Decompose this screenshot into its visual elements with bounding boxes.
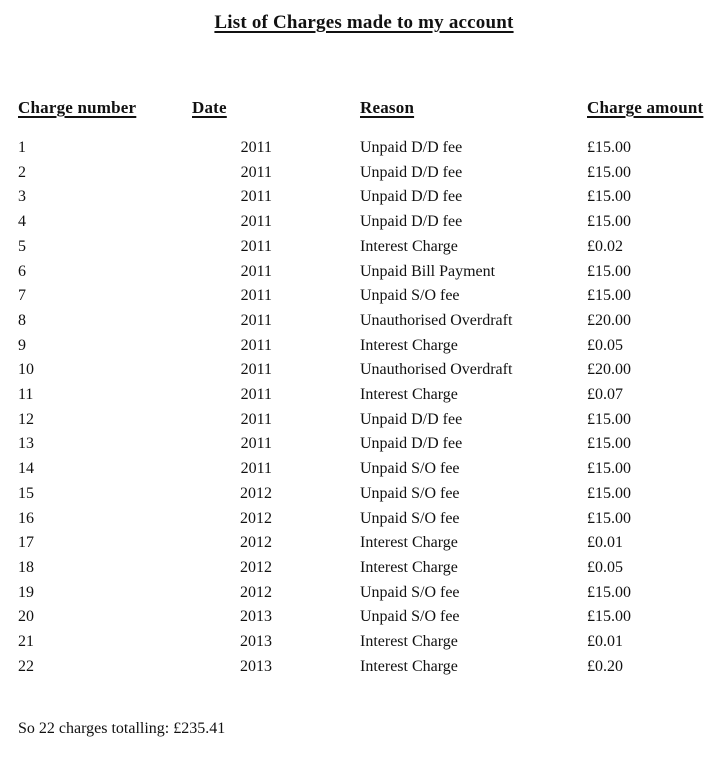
- table-row: [0, 556, 728, 581]
- table-header-row: [0, 97, 728, 119]
- cell-charge-amount: £15.00: [587, 139, 631, 156]
- cell-reason: Interest Charge: [360, 657, 458, 675]
- cell-charge-amount: £15.00: [587, 262, 631, 280]
- cell-charge-amount: £0.07: [587, 386, 623, 404]
- cell-charge-number: 8: [18, 311, 26, 329]
- table-row: [0, 383, 728, 408]
- charges-table: [0, 97, 728, 679]
- cell-reason: Unpaid D/D fee: [360, 213, 463, 231]
- table-row: [0, 161, 728, 186]
- cell-charge-number: 20: [18, 608, 34, 626]
- cell-charge-amount: £15.00: [587, 287, 631, 305]
- cell-reason: Unpaid D/D fee: [360, 139, 463, 156]
- table-row: [0, 235, 728, 260]
- cell-charge-number: 19: [18, 583, 34, 601]
- cell-charge-number: 6: [18, 262, 26, 280]
- cell-reason: Interest Charge: [360, 633, 458, 651]
- cell-charge-amount: £15.00: [587, 213, 631, 231]
- cell-reason: Unpaid S/O fee: [360, 460, 460, 478]
- cell-reason: Interest Charge: [360, 534, 458, 552]
- cell-charge-amount: £0.01: [587, 534, 623, 552]
- cell-charge-amount: £0.05: [587, 558, 623, 576]
- table-row: [0, 210, 728, 235]
- cell-charge-amount: £15.00: [587, 583, 631, 601]
- header-reason: Reason: [360, 98, 415, 117]
- cell-reason: Unpaid S/O fee: [360, 583, 460, 601]
- cell-date: 2012: [240, 484, 272, 502]
- cell-charge-number: 13: [18, 435, 34, 453]
- table-row: [0, 408, 728, 433]
- cell-date: 2011: [240, 361, 272, 379]
- cell-charge-amount: £0.01: [587, 633, 623, 651]
- header-charge-number: Charge number: [18, 98, 137, 117]
- cell-charge-number: 7: [18, 287, 26, 305]
- cell-date: 2012: [240, 534, 272, 552]
- cell-charge-number: 21: [18, 633, 34, 651]
- page-title: List of Charges made to my account: [214, 12, 514, 33]
- table-row: [0, 309, 728, 334]
- cell-charge-amount: £0.20: [587, 657, 623, 675]
- cell-reason: Interest Charge: [360, 336, 458, 354]
- table-row: [0, 358, 728, 383]
- cell-reason: Interest Charge: [360, 386, 458, 404]
- cell-charge-amount: £15.00: [587, 435, 631, 453]
- table-row: [0, 655, 728, 680]
- cell-charge-number: 3: [18, 188, 26, 206]
- cell-charge-amount: £0.02: [587, 237, 623, 255]
- cell-date: 2011: [240, 287, 272, 305]
- table-row: [0, 432, 728, 457]
- cell-charge-amount: £15.00: [587, 460, 631, 478]
- cell-charge-number: 11: [18, 386, 34, 404]
- cell-reason: Unpaid S/O fee: [360, 608, 460, 626]
- cell-date: 2011: [240, 311, 272, 329]
- cell-reason: Unpaid D/D fee: [360, 163, 463, 181]
- cell-charge-number: 15: [18, 484, 34, 502]
- cell-charge-amount: £15.00: [587, 188, 631, 206]
- cell-reason: Unpaid D/D fee: [360, 410, 463, 428]
- cell-charge-number: 2: [18, 163, 26, 181]
- cell-reason: Unauthorised Overdraft: [360, 311, 513, 329]
- table-row: [0, 260, 728, 285]
- cell-date: 2013: [240, 633, 272, 651]
- cell-charge-number: 14: [18, 460, 34, 478]
- table-row: [0, 185, 728, 210]
- table-row: [0, 605, 728, 630]
- cell-reason: Interest Charge: [360, 558, 458, 576]
- cell-reason: Unpaid S/O fee: [360, 287, 460, 305]
- table-row: [0, 630, 728, 655]
- cell-charge-number: 10: [18, 361, 34, 379]
- cell-date: 2011: [240, 410, 272, 428]
- cell-date: 2012: [240, 583, 272, 601]
- cell-charge-number: 17: [18, 534, 34, 552]
- cell-date: 2011: [240, 460, 272, 478]
- cell-charge-number: 9: [18, 336, 26, 354]
- cell-reason: Unpaid S/O fee: [360, 509, 460, 527]
- cell-charge-number: 22: [18, 657, 34, 675]
- table-row: [0, 136, 728, 161]
- table-row: [0, 284, 728, 309]
- table-row: [0, 581, 728, 606]
- cell-charge-number: 5: [18, 237, 26, 255]
- cell-date: 2011: [240, 435, 272, 453]
- cell-charge-number: 4: [18, 213, 26, 231]
- table-row: [0, 482, 728, 507]
- cell-charge-amount: £20.00: [587, 311, 631, 329]
- cell-charge-amount: £15.00: [587, 484, 631, 502]
- table-row: [0, 334, 728, 359]
- header-date: Date: [192, 98, 227, 117]
- cell-date: 2011: [240, 163, 272, 181]
- cell-date: 2011: [240, 139, 272, 156]
- cell-charge-amount: £15.00: [587, 608, 631, 626]
- cell-charge-amount: £15.00: [587, 509, 631, 527]
- cell-reason: Unpaid Bill Payment: [360, 262, 496, 280]
- cell-reason: Unauthorised Overdraft: [360, 361, 513, 379]
- cell-reason: Unpaid D/D fee: [360, 188, 463, 206]
- header-charge-amount: Charge amount: [587, 98, 704, 117]
- cell-charge-amount: £0.05: [587, 336, 623, 354]
- cell-date: 2011: [240, 213, 272, 231]
- cell-date: 2011: [240, 386, 272, 404]
- cell-date: 2013: [240, 657, 272, 675]
- cell-date: 2013: [240, 608, 272, 626]
- cell-charge-amount: £15.00: [587, 163, 631, 181]
- cell-date: 2012: [240, 509, 272, 527]
- table-row: [0, 507, 728, 532]
- cell-date: 2012: [240, 558, 272, 576]
- table-row: [0, 457, 728, 482]
- cell-reason: Unpaid S/O fee: [360, 484, 460, 502]
- charges-rows: [0, 136, 728, 679]
- cell-date: 2011: [240, 336, 272, 354]
- cell-date: 2011: [240, 188, 272, 206]
- cell-charge-amount: £15.00: [587, 410, 631, 428]
- total-summary: So 22 charges totalling: £235.41: [18, 720, 226, 738]
- cell-charge-number: 12: [18, 410, 34, 428]
- cell-reason: Interest Charge: [360, 237, 458, 255]
- table-row: [0, 531, 728, 556]
- cell-charge-number: 16: [18, 509, 34, 527]
- cell-date: 2011: [240, 237, 272, 255]
- cell-charge-number: 18: [18, 558, 34, 576]
- cell-charge-amount: £20.00: [587, 361, 631, 379]
- cell-charge-number: 1: [18, 139, 26, 156]
- cell-reason: Unpaid D/D fee: [360, 435, 463, 453]
- cell-date: 2011: [240, 262, 272, 280]
